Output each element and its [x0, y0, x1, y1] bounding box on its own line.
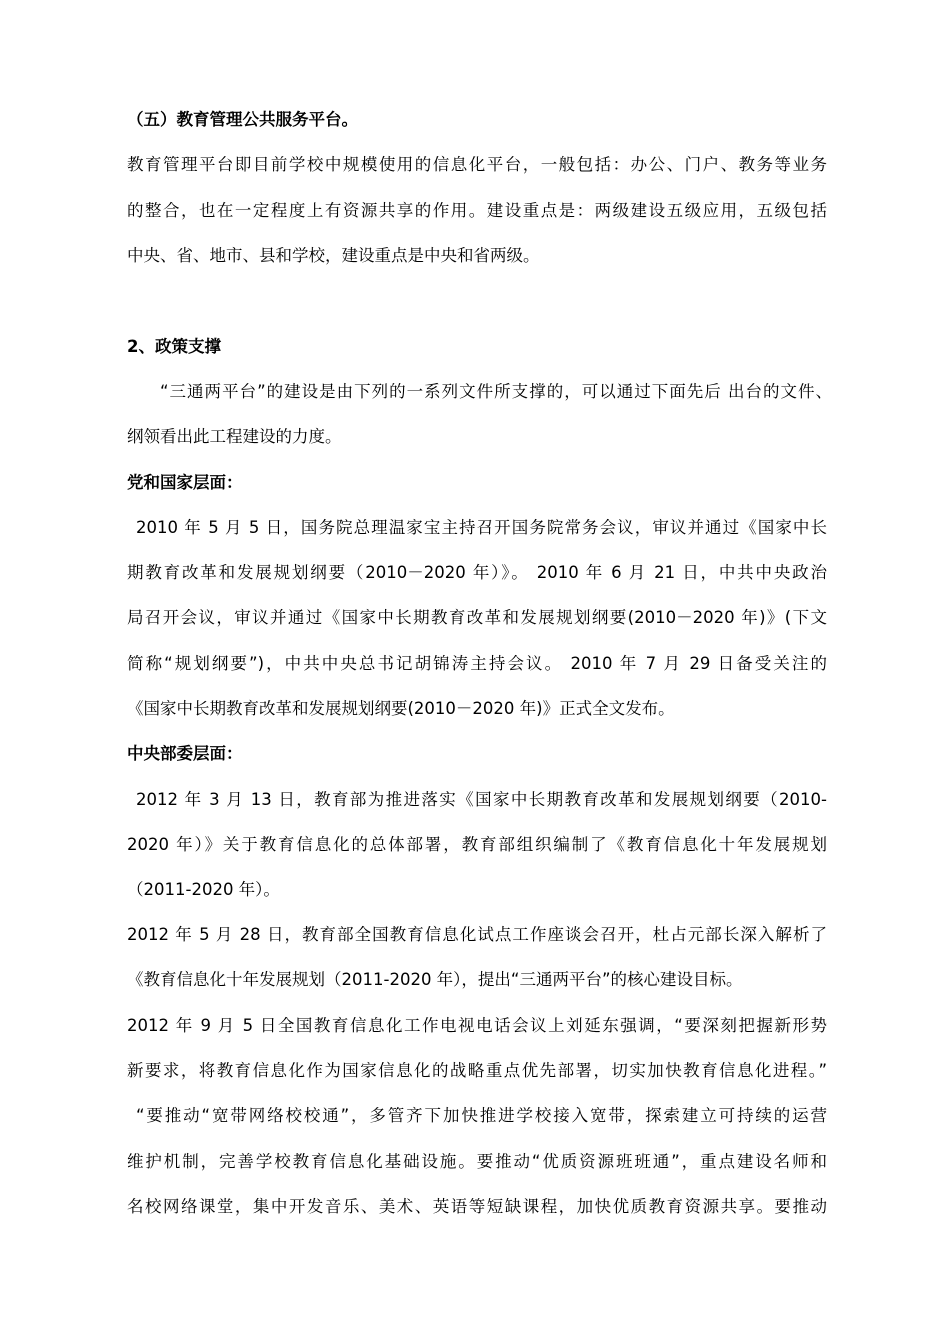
- ministry-line-9: 维护机制，完善学校教育信息化基础设施。要推动“优质资源班班通”，重点建设名师和: [127, 1152, 827, 1171]
- national-line-3: 局召开会议，审议并通过《国家中长期教育改革和发展规划纲要(2010－2020 年)》(下文: [127, 608, 827, 627]
- ministry-heading: 中央部委层面：: [127, 744, 243, 763]
- ministry-line-5: 《教育信息化十年发展规划（2011-2020 年），提出“三通两平台”的核心建设目标。: [127, 970, 743, 989]
- ministry-line-4: 2012 年 5 月 28 日，教育部全国教育信息化试点工作座谈会召开，杜占元部长深入解析了: [127, 925, 827, 944]
- national-line-1: 2010 年 5 月 5 日，国务院总理温家宝主持召开国务院常务会议，审议并通过《国家中长: [136, 518, 827, 537]
- policy-heading: 2、政策支撑: [127, 337, 221, 356]
- ministry-line-7: 新要求，将教育信息化作为国家信息化的战略重点优先部署，切实加快教育信息化进程。”: [127, 1061, 827, 1080]
- ministry-line-10: 名校网络课堂，集中开发音乐、美术、英语等短缺课程，加快优质教育资源共享。要推动: [127, 1197, 827, 1216]
- section-five-heading: （五）教育管理公共服务平台。: [127, 110, 358, 129]
- policy-intro-line-1: “三通两平台”的建设是由下列的一系列文件所支撑的，可以通过下面先后 出台的文件、: [160, 382, 832, 401]
- ministry-line-6: 2012 年 9 月 5 日全国教育信息化工作电视电话会议上刘延东强调，“要深刻把握新形势: [127, 1016, 827, 1035]
- ministry-line-2: 2020 年）》关于教育信息化的总体部署，教育部组织编制了《教育信息化十年发展规划: [127, 835, 827, 854]
- section-five-line-3: 中央、省、地市、县和学校，建设重点是中央和省两级。: [127, 246, 540, 265]
- ministry-line-8: “要推动“宽带网络校校通”，多管齐下加快推进学校接入宽带，探索建立可持续的运营: [136, 1106, 827, 1125]
- national-line-5: 《国家中长期教育改革和发展规划纲要(2010－2020 年)》正式全文发布。: [127, 699, 675, 718]
- section-five-line-1: 教育管理平台即目前学校中规模使用的信息化平台，一般包括：办公、门户、教务等业务: [127, 155, 827, 174]
- national-line-4: 简称“规划纲要”)，中共中央总书记胡锦涛主持会议。 2010 年 7 月 29 日备受关注的: [127, 654, 827, 673]
- section-five-line-2: 的整合，也在一定程度上有资源共享的作用。建设重点是：两级建设五级应用，五级包括: [127, 201, 827, 220]
- ministry-line-3: （2011-2020 年）。: [127, 880, 280, 899]
- ministry-line-1: 2012 年 3 月 13 日，教育部为推进落实《国家中长期教育改革和发展规划纲要（2010-: [136, 790, 827, 809]
- policy-intro-line-2: 纲领看出此工程建设的力度。: [127, 427, 342, 446]
- national-line-2: 期教育改革和发展规划纲要（2010－2020 年）》。 2010 年 6 月 21 日，中共中央政治: [127, 563, 827, 582]
- national-heading: 党和国家层面：: [127, 473, 243, 492]
